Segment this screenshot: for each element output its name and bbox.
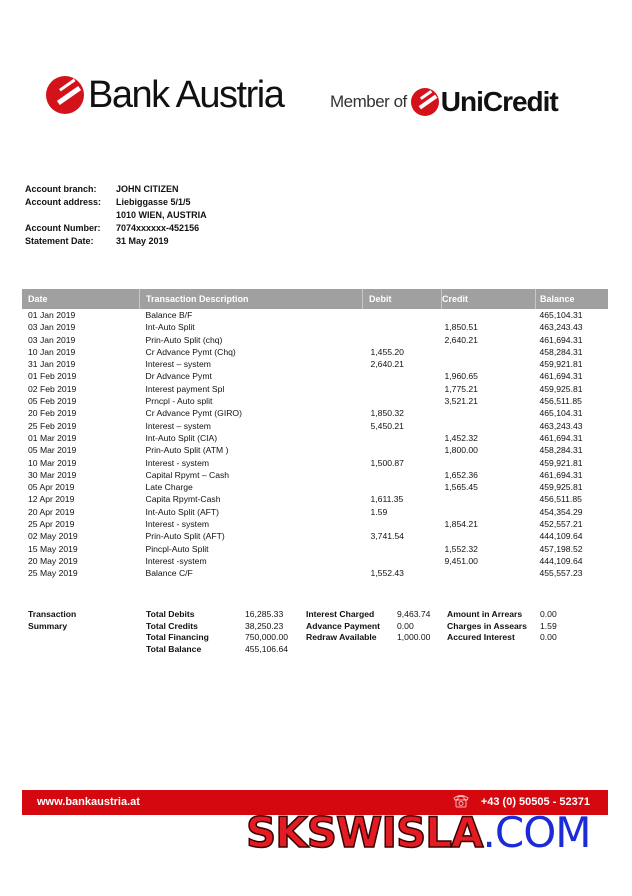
- telephone-icon: [452, 793, 470, 809]
- cell-balance: 456,511.85: [539, 396, 582, 407]
- cell-debit: [363, 309, 442, 321]
- table-row: [22, 321, 608, 333]
- summary-label: Redraw Available: [306, 632, 377, 642]
- cell-credit: [442, 407, 536, 419]
- summary-title: [28, 609, 76, 632]
- cell-description: Cr Advance Pymt (GIRO): [145, 408, 242, 419]
- cell-description: Capital Rpymt – Cash: [145, 469, 230, 480]
- watermark-part-1: SKSWISLA: [246, 808, 483, 857]
- table-header-row: [22, 289, 608, 309]
- parent-brand: UniCredit: [440, 86, 558, 117]
- cell-debit: [363, 469, 442, 481]
- cell-balance: 463,243.43: [539, 420, 583, 431]
- account-value: Liebiggasse 5/1/5: [116, 197, 191, 207]
- cell-description: Capita Rpymt-Cash: [145, 494, 221, 505]
- bank-name: Bank Austria: [88, 74, 284, 116]
- cell-credit: [442, 493, 536, 505]
- summary-label: Advance Payment: [306, 620, 381, 631]
- account-number-row: [25, 222, 207, 235]
- cell-description: Interest - system: [145, 457, 210, 468]
- cell-credit: [442, 567, 536, 579]
- cell-description: Balance B/F: [145, 310, 193, 320]
- cell-balance: 465,104.31: [539, 310, 583, 320]
- cell-debit: [363, 395, 442, 407]
- account-value: 1010 WIEN, AUSTRIA: [116, 210, 207, 220]
- cell-balance: 458,284.31: [539, 346, 583, 357]
- cell-date: 05 Mar 2019: [28, 445, 77, 456]
- cell-debit: 1,455.20: [370, 346, 404, 357]
- cell-credit: 1,552.32: [444, 543, 478, 554]
- cell-description: Late Charge: [145, 482, 193, 493]
- summary-value: 38,250.23: [245, 620, 284, 631]
- cell-balance: 461,694.31: [539, 371, 583, 382]
- cell-credit: 1,652.36: [444, 469, 478, 480]
- cell-date: 02 May 2019: [28, 531, 78, 542]
- table-row: [22, 334, 608, 346]
- cell-credit: 2,640.21: [444, 334, 478, 345]
- cell-credit: [442, 506, 536, 518]
- summary-title-line: Summary: [28, 620, 68, 631]
- cell-debit: [363, 543, 442, 555]
- account-address-row-2: [25, 209, 207, 222]
- account-label: Account address:: [25, 197, 102, 207]
- cell-description: Balance C/F: [145, 568, 193, 579]
- cell-date: 25 May 2019: [28, 568, 78, 579]
- summary-label: Total Balance: [146, 643, 202, 654]
- column-header-credit: Credit: [442, 289, 536, 309]
- account-label: Statement Date:: [25, 236, 94, 246]
- cell-balance: 444,109.64: [539, 555, 583, 566]
- table-row: [22, 358, 608, 370]
- cell-description: Prin-Auto Split (ATM ): [145, 445, 229, 456]
- account-value: 31 May 2019: [116, 236, 169, 246]
- cell-debit: [363, 481, 442, 493]
- cell-balance: 454,354.29: [539, 506, 583, 517]
- watermark-part-2: .COM: [482, 808, 591, 857]
- cell-debit: 1,850.32: [370, 408, 404, 419]
- cell-description: Dr Advance Pymt: [145, 371, 212, 382]
- cell-balance: 457,198.52: [539, 543, 583, 554]
- cell-description: Prncpl - Auto split: [145, 396, 213, 407]
- cell-date: 25 Apr 2019: [28, 519, 75, 530]
- cell-credit: [442, 346, 536, 358]
- table-row: [22, 432, 608, 444]
- cell-debit: 1,611.35: [370, 494, 404, 505]
- cell-description: Interest -system: [145, 555, 207, 566]
- cell-balance: 461,694.31: [539, 432, 583, 443]
- cell-credit: [442, 420, 536, 432]
- table-row: [22, 543, 608, 555]
- cell-debit: 5,450.21: [370, 420, 404, 431]
- account-label: Account branch:: [25, 184, 97, 194]
- cell-credit: 3,521.21: [444, 396, 478, 407]
- cell-debit: [363, 334, 442, 346]
- cell-date: 02 Feb 2019: [28, 383, 77, 394]
- unicredit-logo: [330, 88, 558, 116]
- table-row: [22, 567, 608, 579]
- summary-value: 16,285.33: [245, 609, 284, 619]
- cell-balance: 458,284.31: [539, 445, 583, 456]
- cell-date: 20 May 2019: [28, 555, 78, 566]
- account-value: 7074xxxxxx-452156: [116, 223, 200, 233]
- cell-balance: 463,243.43: [539, 322, 583, 333]
- cell-debit: [363, 444, 442, 456]
- table-row: [22, 530, 608, 542]
- summary-value: 1.59: [540, 620, 557, 631]
- cell-description: Int-Auto Split (AFT): [145, 506, 220, 517]
- summary-label: Accured Interest: [447, 632, 515, 642]
- cell-balance: 444,109.64: [539, 531, 583, 542]
- cell-balance: 459,925.81: [539, 383, 583, 394]
- cell-balance: 459,921.81: [539, 359, 583, 370]
- summary-value: 0.00: [397, 620, 414, 631]
- cell-date: 20 Apr 2019: [28, 506, 75, 517]
- cell-description: Interest payment Spl: [145, 383, 225, 394]
- cell-balance: 461,694.31: [539, 469, 583, 480]
- cell-credit: 1,800.00: [444, 445, 478, 456]
- table-row: [22, 395, 608, 407]
- table-row: [22, 444, 608, 456]
- transaction-table: [22, 289, 608, 580]
- statement-date-row: [25, 235, 207, 248]
- cell-balance: 465,104.31: [539, 408, 583, 419]
- unicredit-mark-icon: [411, 88, 439, 116]
- table-row: [22, 457, 608, 469]
- summary-value: 750,000.00: [245, 632, 289, 642]
- cell-date: 12 Apr 2019: [28, 494, 75, 505]
- cell-credit: 1,850.51: [444, 322, 478, 333]
- table-row: [22, 383, 608, 395]
- cell-debit: [363, 555, 442, 567]
- column-header-debit: Debit: [363, 289, 442, 309]
- cell-credit: [442, 358, 536, 370]
- account-label: [25, 209, 116, 222]
- watermark: [246, 808, 591, 857]
- account-branch-row: [25, 183, 207, 196]
- account-value: JOHN CITIZEN: [116, 184, 179, 194]
- cell-credit: [442, 309, 536, 321]
- summary-value: 1,000.00: [397, 632, 431, 642]
- table-row: [22, 506, 608, 518]
- summary-value: 455,106.64: [245, 643, 289, 654]
- table-row: [22, 493, 608, 505]
- cell-date: 01 Mar 2019: [28, 432, 77, 443]
- summary-label: Charges in Assears: [447, 620, 527, 631]
- member-of-text: Member of: [330, 92, 407, 111]
- table-row: [22, 555, 608, 567]
- cell-credit: 9,451.00: [444, 555, 478, 566]
- cell-balance: 459,925.81: [539, 482, 583, 493]
- column-header-balance: Balance: [536, 289, 609, 309]
- cell-credit: 1,854.21: [444, 519, 478, 530]
- table-row: [22, 370, 608, 382]
- cell-description: Cr Advance Pymt (Chq): [145, 346, 236, 357]
- unicredit-mark-icon: [46, 76, 84, 114]
- summary-label: Total Financing: [146, 632, 209, 642]
- column-header-description: Transaction Description: [140, 289, 363, 309]
- cell-balance: 452,557.21: [539, 519, 583, 530]
- cell-credit: 1,775.21: [444, 383, 478, 394]
- cell-date: 30 Mar 2019: [28, 469, 77, 480]
- cell-date: 10 Jan 2019: [28, 346, 76, 357]
- website-link[interactable]: www.bankaustria.at: [37, 796, 140, 808]
- phone-number: +43 (0) 50505 - 52371: [480, 796, 590, 808]
- cell-credit: [442, 457, 536, 469]
- column-header-date: Date: [22, 289, 140, 309]
- cell-description: Prin-Auto Split (chq): [145, 334, 223, 345]
- cell-balance: 455,557.23: [539, 568, 583, 579]
- summary-group-interest: [306, 609, 430, 644]
- cell-date: 05 Feb 2019: [28, 396, 77, 407]
- summary-value: 9,463.74: [397, 609, 431, 619]
- account-label: Account Number:: [25, 223, 101, 233]
- table-row: [22, 346, 608, 358]
- cell-balance: 456,511.85: [539, 494, 582, 505]
- cell-description: Int-Auto Split (CIA): [145, 432, 218, 443]
- summary-label: Total Credits: [146, 620, 198, 631]
- cell-debit: 1.59: [370, 506, 388, 517]
- cell-date: 20 Feb 2019: [28, 408, 77, 419]
- table-row: [22, 518, 608, 530]
- table-body: [22, 309, 608, 580]
- cell-description: Interest - system: [145, 519, 210, 530]
- table-row: [22, 309, 608, 321]
- cell-date: 01 Jan 2019: [28, 310, 76, 320]
- cell-date: 01 Feb 2019: [28, 371, 77, 382]
- summary-label: Interest Charged: [306, 609, 375, 619]
- summary-group-arrears: [447, 609, 557, 644]
- cell-description: Interest – system: [145, 359, 211, 370]
- cell-credit: 1,960.65: [444, 371, 478, 382]
- cell-balance: 461,694.31: [539, 334, 583, 345]
- cell-debit: [363, 321, 442, 333]
- cell-date: 03 Jan 2019: [28, 334, 76, 345]
- cell-debit: 1,552.43: [370, 568, 404, 579]
- cell-description: Int-Auto Split: [145, 322, 195, 333]
- table-row: [22, 481, 608, 493]
- summary-value: 0.00: [540, 609, 557, 619]
- cell-description: Prin-Auto Split (AFT): [145, 531, 225, 542]
- cell-credit: [442, 530, 536, 542]
- cell-description: Pincpl-Auto Split: [145, 543, 209, 554]
- cell-date: 05 Apr 2019: [28, 482, 75, 493]
- cell-debit: 2,640.21: [370, 359, 404, 370]
- cell-balance: 459,921.81: [539, 457, 583, 468]
- cell-credit: 1,452.32: [444, 432, 478, 443]
- summary-title-line: Transaction: [28, 609, 77, 619]
- cell-debit: 3,741.54: [370, 531, 404, 542]
- table-row: [22, 420, 608, 432]
- summary-label: Total Debits: [146, 609, 195, 619]
- table-row: [22, 407, 608, 419]
- summary-value: 0.00: [540, 632, 557, 642]
- cell-debit: [363, 518, 442, 530]
- table-row: [22, 469, 608, 481]
- cell-credit: 1,565.45: [444, 482, 478, 493]
- cell-description: Interest – system: [145, 420, 211, 431]
- summary-group-totals: [146, 609, 288, 655]
- cell-date: 03 Jan 2019: [28, 322, 76, 333]
- bank-austria-logo: [46, 76, 283, 114]
- account-details: [25, 183, 207, 248]
- cell-debit: [363, 370, 442, 382]
- summary-label: Amount in Arrears: [447, 609, 523, 619]
- cell-debit: [363, 432, 442, 444]
- account-address-row: [25, 196, 207, 209]
- cell-date: 31 Jan 2019: [28, 359, 76, 370]
- cell-debit: 1,500.87: [370, 457, 404, 468]
- cell-date: 25 Feb 2019: [28, 420, 77, 431]
- cell-debit: [363, 383, 442, 395]
- cell-date: 10 Mar 2019: [28, 457, 77, 468]
- cell-date: 15 May 2019: [28, 543, 78, 554]
